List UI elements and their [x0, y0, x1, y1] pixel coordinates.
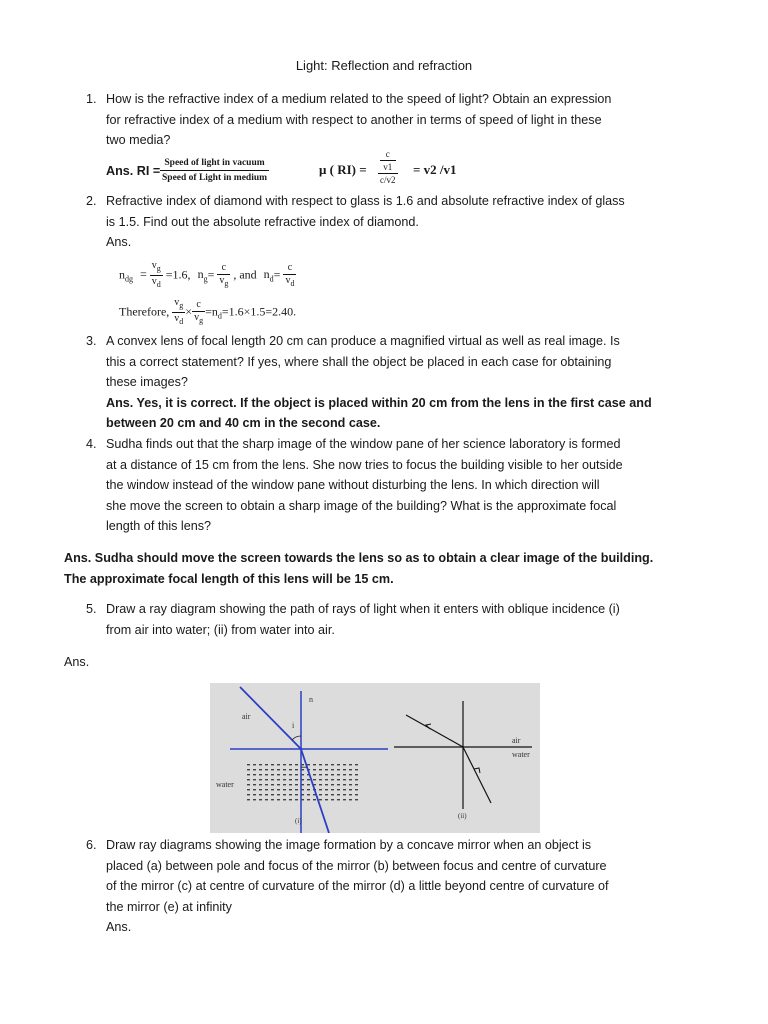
q5-number: 5.	[86, 602, 97, 616]
eq-sub: d	[269, 274, 274, 284]
q6-number: 6.	[86, 838, 97, 852]
eq-ng: n	[197, 267, 204, 282]
normal-label: n	[309, 695, 313, 704]
mu-num-bottom: v1	[383, 162, 393, 172]
q6-line: placed (a) between pole and focus of the mirror (b) between focus and centre of curvature	[106, 858, 607, 873]
eq-vd: v	[174, 313, 180, 324]
eq-c: c	[192, 299, 205, 312]
eq-nd: n	[263, 267, 270, 282]
eq-sub: g	[224, 278, 229, 288]
q3-line: A convex lens of focal length 20 cm can produce a magnified virtual as well as real image. Is	[106, 334, 620, 348]
equation-1: $n_{dg}$ = $\frac{v_g}{v_d}$ =1.6, $n_g=$ $\frac{c}{v_g}$ , and $n_d=$ $\frac{c}{v_d}$	[119, 260, 295, 289]
q6-line: the mirror (e) at infinity	[106, 899, 232, 914]
q1-line: for refractive index of a medium with respect to another in terms of speed of light in these	[106, 112, 602, 127]
q6-line: of the mirror (c) at centre of curvature of the mirror (d) a little beyond centre of curvature of	[106, 879, 609, 894]
q4-text	[106, 434, 666, 537]
q4-answer	[64, 548, 724, 589]
water-label: water	[216, 780, 234, 789]
q3-line: this a correct statement? If yes, where shall the object be placed in each case for obtaining	[106, 354, 612, 369]
q3-answer-line: Ans. Yes, it is correct. If the object is placed within 20 cm from the lens in the first case and	[106, 395, 652, 410]
q2-answer-label: Ans.	[106, 235, 132, 250]
q5-line: Draw a ray diagram showing the path of rays of light when it enters with oblique incidence (i)	[106, 602, 620, 616]
q1-line: How is the refractive index of a medium related to the speed of light? Obtain an expression	[106, 92, 612, 106]
eq-v: v	[285, 274, 291, 286]
air-label-ii: air	[512, 736, 521, 745]
eq-vg: v	[151, 260, 157, 271]
eq-tail: =1.6×1.5=2.40.	[221, 304, 297, 319]
q1-answer-label: Ans. RI =	[106, 164, 161, 178]
q6-line: Draw ray diagrams showing the image formation by a concave mirror when an object is	[106, 838, 592, 852]
q4-line: the window instead of the window pane without disturbing the lens. In which direction will	[106, 478, 600, 493]
eq-c: c	[283, 262, 296, 275]
q6-answer-label: Ans.	[106, 920, 132, 935]
q3-answer-line: between 20 cm and 40 cm in the second case.	[106, 416, 381, 431]
ri-numerator: Speed of light in vacuum	[160, 156, 269, 171]
ri-fraction	[160, 156, 269, 185]
q1-line: two media?	[106, 133, 171, 148]
q1-text	[106, 89, 666, 151]
q4-answer-line: Ans. Sudha should move the screen towards the lens so as to obtain a clear image of the building.	[64, 551, 654, 565]
q5-line: from air into water; (ii) from water into air.	[106, 622, 335, 637]
air-label: air	[242, 712, 251, 721]
q2-line: Refractive index of diamond with respect to glass is 1.6 and absolute refractive index of glass	[106, 194, 625, 208]
q2-text	[106, 191, 666, 253]
eq-c: c	[217, 262, 230, 275]
q1-number: 1.	[86, 92, 97, 106]
eq-vg-vd-frac	[172, 297, 185, 328]
q6-text	[106, 835, 666, 938]
mu-label: μ ( RI) =	[319, 162, 367, 177]
refraction-figure	[210, 683, 540, 833]
eq-sub: g	[199, 315, 204, 325]
water-region	[246, 763, 358, 803]
mu-numerator	[378, 148, 398, 174]
q2-number: 2.	[86, 194, 97, 208]
mu-fraction	[378, 148, 398, 186]
angle-i-label: i	[292, 721, 295, 730]
eq-and: , and	[233, 267, 257, 282]
q4-line: at a distance of 15 cm from the lens. She now tries to focus the building visible to her outside	[106, 457, 623, 472]
figure-label-ii: (ii)	[458, 812, 467, 820]
eq-sub: g	[203, 274, 208, 284]
eq-vg-vd-frac	[150, 260, 163, 291]
eq-sub: dg	[125, 274, 133, 284]
eq-result: =n	[205, 304, 218, 319]
q3-text	[106, 331, 666, 434]
eq-sub: g	[179, 301, 184, 310]
q4-number: 4.	[86, 437, 97, 451]
page-title: Light: Reflection and refraction	[295, 58, 473, 73]
q5-text	[106, 599, 666, 640]
eq-c-vg-frac	[192, 299, 205, 327]
eq-therefore: Therefore,	[119, 304, 170, 319]
figure-label-i: (i)	[295, 817, 302, 825]
eq-sub: d	[179, 317, 184, 326]
equation-2: Therefore, $\frac{v_g}{v_d}$ × $\frac{c}{v_g}$ $=n_d=1.6\times 1.5=2.40$.	[119, 297, 297, 326]
mu-denominator: c/v2	[380, 175, 396, 185]
q4-answer-line: The approximate focal length of this lens will be 15 cm.	[64, 571, 394, 586]
figure-background	[210, 683, 540, 833]
eq-value: =1.6,	[165, 267, 191, 282]
eq-n-dg: n	[119, 267, 125, 282]
q5-answer-label: Ans.	[64, 655, 90, 669]
eq-vd: v	[151, 276, 157, 287]
eq-vg: v	[174, 297, 180, 308]
q2-line: is 1.5. Find out the absolute refractive index of diamond.	[106, 214, 419, 229]
eq-sub: d	[217, 311, 222, 321]
eq-v: v	[194, 311, 200, 323]
q4-line: she move the screen to obtain a sharp image of the building? What is the approximate focal	[106, 498, 617, 513]
eq-c-vd-frac	[283, 262, 296, 290]
eq-sub: g	[156, 264, 161, 273]
eq-sub: d	[156, 280, 161, 289]
eq-sub: d	[290, 278, 295, 288]
mu-num-top: c	[380, 148, 396, 161]
eq-c-vg-frac	[217, 262, 230, 290]
q4-line: Sudha finds out that the sharp image of the window pane of her science laboratory is formed	[106, 437, 621, 451]
q4-line: length of this lens?	[106, 519, 212, 534]
q3-line: these images?	[106, 375, 188, 390]
q3-number: 3.	[86, 334, 97, 348]
eq-v: v	[219, 274, 225, 286]
water-label-ii: water	[512, 750, 530, 759]
mu-result: = v2 /v1	[413, 162, 457, 177]
ri-denominator: Speed of Light in medium	[162, 173, 268, 183]
